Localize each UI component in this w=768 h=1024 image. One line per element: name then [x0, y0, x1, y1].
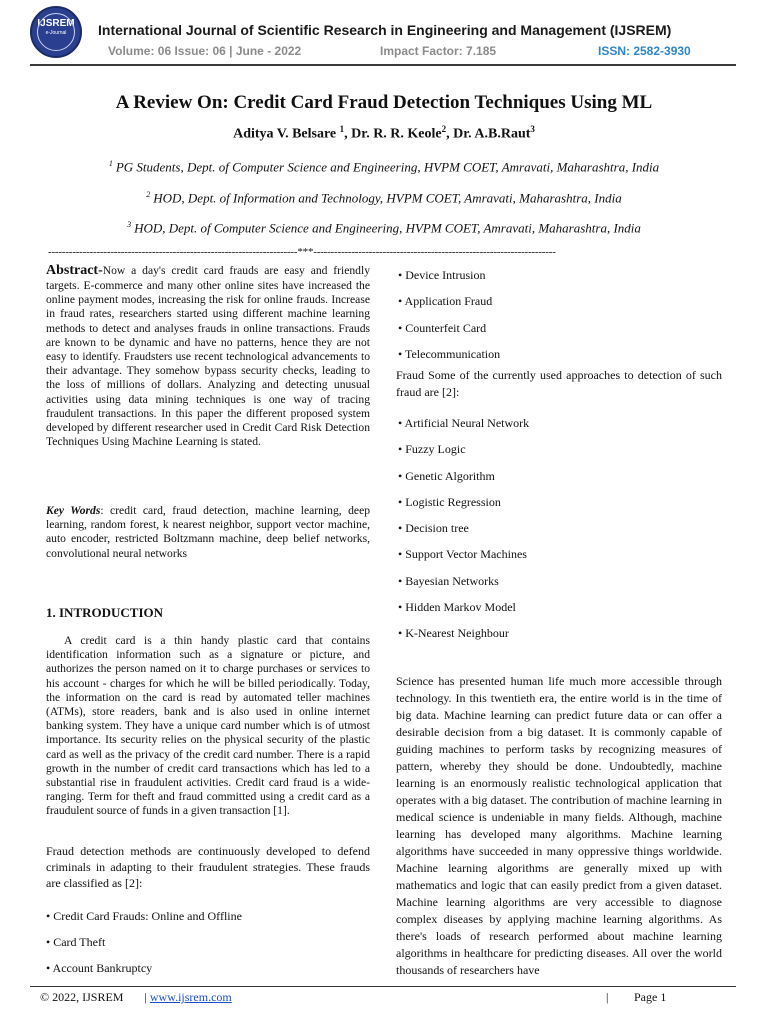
- header-rule: [30, 64, 736, 66]
- paper-title: A Review On: Credit Card Fraud Detection Techniques Using ML: [115, 92, 653, 113]
- keywords-text: : credit card, fraud detection, machine learning, deep learning, random forest, k nearest neighbor, support vector machine, auto encoder, restricted Boltzmann machine, deep belief networks, convolutional neural networks: [46, 504, 371, 560]
- approach-intro: [396, 367, 722, 401]
- intro-paragraph: [46, 634, 370, 819]
- affiliation: [0, 220, 768, 236]
- footer-rule: [30, 986, 736, 987]
- logo-text: IJSREM: [37, 18, 75, 29]
- copyright: © 2022, IJSREM: [40, 990, 124, 1004]
- affiliation-text: HOD, Dept. of Information and Technology, HVPM COET, Amravati, Maharashtra, India: [153, 190, 622, 206]
- affiliation-text: PG Students, Dept. of Computer Science and Engineering, HVPM COET, Amravati, Maharashtra, India: [115, 159, 660, 175]
- list-item: • Telecommunication: [398, 346, 501, 361]
- affiliation-mark: 3: [127, 220, 132, 229]
- author-name: Aditya V. Belsare: [233, 126, 340, 142]
- footer-separator: |: [606, 990, 609, 1004]
- keywords: [46, 504, 370, 561]
- list-item: • Device Intrusion: [398, 268, 486, 282]
- impact-factor: Impact Factor: 7.185: [380, 44, 497, 58]
- list-item: • Credit Card Frauds: Online and Offline: [46, 909, 242, 923]
- author-name: , Dr. A.B.Raut: [446, 126, 531, 142]
- journal-link[interactable]: www.ijsrem.com: [149, 990, 232, 1004]
- journal-title: International Journal of Scientific Research in Engineering and Management (IJSREM): [98, 22, 672, 38]
- volume-info: Volume: 06 Issue: 06 | June - 2022: [108, 44, 302, 58]
- journal-logo: [30, 6, 82, 58]
- list-item: • Bayesian Networks: [398, 573, 499, 588]
- list-item: • Hidden Markov Model: [398, 600, 516, 615]
- author-mark: 2: [441, 124, 447, 134]
- list-item: • Logistic Regression: [398, 494, 501, 509]
- author-list: [0, 124, 768, 143]
- affiliation-mark: 2: [146, 190, 151, 199]
- page-number: Page 1: [634, 990, 667, 1004]
- fraud-intro-text: Fraud detection methods are continuously developed to defend criminals in adapting to their fraudulent strategies. These frauds are classified as [2]:: [46, 844, 370, 890]
- keywords-label: Key Words: [46, 504, 101, 517]
- approach-intro-text: Fraud Some of the currently used approaches to detection of such fraud are [2]:: [396, 368, 722, 399]
- list-item: • Card Theft: [46, 935, 106, 949]
- list-item: • Artificial Neural Network: [398, 416, 530, 430]
- list-item: • Fuzzy Logic: [398, 442, 466, 457]
- approaches-list: [398, 410, 529, 647]
- abstract-text: Now a day's credit card frauds are easy and friendly targets. E-commerce and many other online sites have increased the online payment modes, increasing the risk for online frauds. Increase in fraud rates, researchers started using different machine learning methods to detect and analyses frauds in online transactions. Frauds are known to be dynamic and have no patterns, hence they are not easy to identify. Fraudsters use recent technological advancements to their advantage. They somehow bypass security checks, leading to the loss of millions of dollars. Analyzing and detecting unusual activities using data mining techniques is one way of tracing fraudulent transactions. In this paper the different proposed system developed by different researcher used in Credit Card Risk Detection Techniques Using Machine Learning is stated.: [46, 264, 370, 449]
- logo-ring: [37, 13, 75, 51]
- footer-separator: |: [144, 990, 147, 1004]
- fraud-intro: [46, 843, 370, 891]
- section-heading: 1. INTRODUCTION: [46, 605, 164, 620]
- author-mark: 1: [339, 124, 345, 134]
- issn: ISSN: 2582-3930: [598, 44, 691, 58]
- intro-text: A credit card is a thin handy plastic card that contains identification information such as a signature or picture, and authorizes the person named on it to charge purchases or services to his account - charges for which he will be billed periodically. Today, the information on the card is read by automated teller machines (ATMs), store readers, bank and is also used in online internet banking system. They have a unique card number which is of utmost importance. Its security relies on the physical security of the plastic card as well as the privacy of the credit card number. There is a rapid growth in the number of credit card transactions which has led to a substantial rise in fraudulent activities. Credit card fraud is a wide-ranging. Term for theft and fraud committed using a credit card as a fraudulent source of funds in a given transaction [1].: [46, 634, 370, 818]
- abstract: [46, 263, 370, 449]
- fraud-types-list-right: [398, 262, 500, 367]
- list-item: • Support Vector Machines: [398, 547, 527, 562]
- affiliation: [0, 190, 768, 206]
- logo-subtext: e-Journal: [45, 30, 67, 36]
- science-paragraph: [396, 673, 722, 979]
- fraud-types-list-left: [46, 903, 242, 981]
- list-item: • Application Fraud: [398, 294, 493, 309]
- footer: [40, 990, 740, 1005]
- list-item: • Account Bankruptcy: [46, 961, 153, 975]
- list-item: • Counterfeit Card: [398, 320, 487, 335]
- author-mark: 3: [530, 124, 535, 134]
- list-item: • K-Nearest Neighbour: [398, 626, 509, 641]
- science-text: Science has presented human life much more accessible through technology. In this twentieth era, the entire world is in the time of big data. Machine learning can predict future data or can offer a desirable decision from a big dataset. It is commonly capable of guiding machines to perform tasks by recognizing measures of pattern, whereby they should be done. Undoubtedly, machine learning is an enormously realistic technological application that operates with a big dataset. The contribution of machine learning in medical science is undeniable in many fields. Although, machine learning has developed many algorithms. Machine learning algorithms have succeeded in many oppressive things worldwide. Machine learning algorithms are generally mixed up with mathematics and logic that can easily predict from a given dataset. Machine learning algorithms are very accessible to diagnose complex diseases by applying machine learning algorithms. As there's loads of research performed about machine learning algorithms in healthcare for predicting diseases. All over the world thousands of researchers have: [396, 674, 722, 977]
- author-name: , Dr. R. R. Keole: [344, 126, 442, 142]
- section-separator: ------------------------------------------------------------------------***----------------------------------------------------------------------: [48, 246, 556, 258]
- abstract-label: Abstract-: [46, 263, 103, 278]
- list-item: • Genetic Algorithm: [398, 468, 495, 483]
- affiliation-mark: 1: [108, 159, 113, 168]
- list-item: • Decision tree: [398, 521, 469, 536]
- affiliation-text: HOD, Dept. of Computer Science and Engineering, HVPM COET, Amravati, Maharashtra, India: [134, 220, 641, 236]
- affiliation: [0, 159, 768, 175]
